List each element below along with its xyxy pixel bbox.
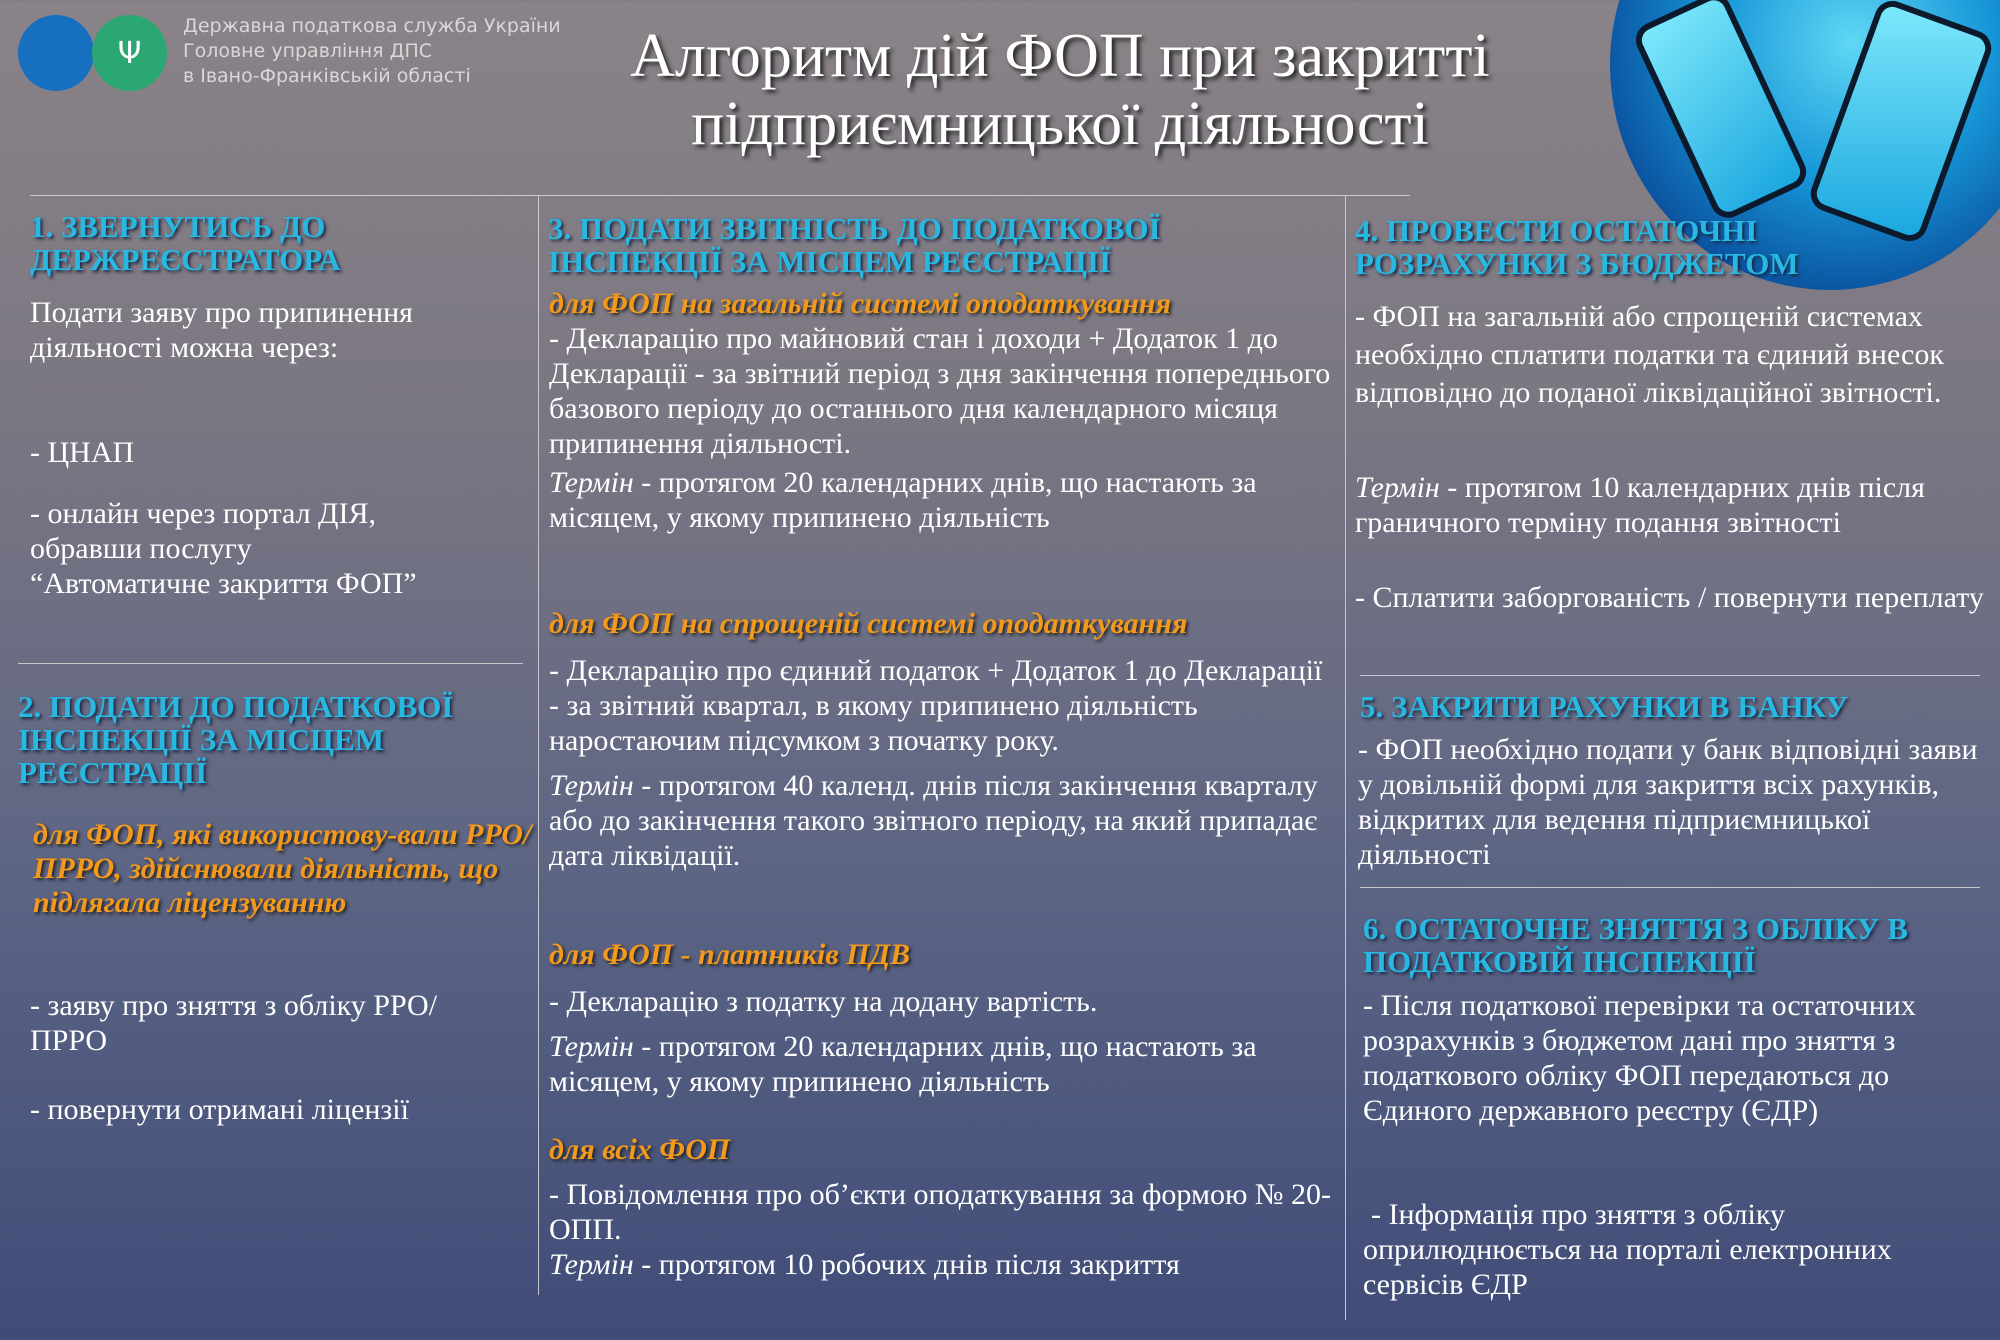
- step2-heading: 2. ПОДАТИ ДО ПОДАТКОВОЇ ІНСПЕКЦІЇ ЗА МІСЦЕМ РЕЄСТРАЦІЇ: [18, 689, 454, 790]
- term-label: Термін: [549, 1248, 634, 1281]
- dps-logo-green: [92, 15, 167, 91]
- step5-heading: 5. ЗАКРИТИ РАХУНКИ В БАНКУ: [1360, 689, 1849, 724]
- block-term: [549, 768, 1339, 873]
- step4-term: [1355, 470, 1985, 540]
- term-label: Термін: [1355, 471, 1440, 504]
- step2-item: - повернути отримані ліцензії: [30, 1093, 409, 1126]
- term-text: - протягом 40 календ. днів після закінчення кварталу або до закінчення такого звітного періоду, на який припадає дата ліквідації.: [549, 769, 1318, 872]
- block-subheading: для ФОП - платників ПДВ: [549, 938, 911, 971]
- step3-block: [549, 287, 1339, 535]
- org-line: Державна податкова служба України: [183, 15, 561, 37]
- divider: [1360, 887, 1980, 888]
- step3-block: [549, 938, 1339, 1099]
- divider: [18, 663, 523, 664]
- phone-right: [1806, 0, 1997, 246]
- step6-heading: 6. ОСТАТОЧНЕ ЗНЯТТЯ З ОБЛІКУ В ПОДАТКОВІЙ ІНСПЕКЦІЇ: [1363, 911, 1908, 979]
- block-term: [549, 465, 1339, 535]
- term-text: - протягом 10 календарних днів після граничного терміну подання звітності: [1355, 471, 1925, 539]
- divider: [1345, 195, 1346, 1320]
- org-line: в Івано-Франківській області: [183, 65, 471, 87]
- phone-left: [1630, 0, 1812, 224]
- term-label: Термін: [549, 1030, 634, 1063]
- block-term: [549, 1247, 1339, 1282]
- term-label: Термін: [549, 466, 634, 499]
- step4-heading: 4. ПРОВЕСТИ ОСТАТОЧНІ РОЗРАХУНКИ З БЮДЖЕТОМ: [1355, 213, 1799, 281]
- divider: [30, 195, 1410, 196]
- step6-body: - Інформація про зняття з обліку оприлюднюється на порталі електронних сервісів ЄДР: [1363, 1198, 1892, 1301]
- title-line: підприємницької діяльності: [691, 90, 1429, 158]
- block-body: - Декларацію про майновий стан і доходи + Додаток 1 до Декларації - за звітний період з дня закінчення попереднього базового періоду до останнього дня календарного місяця припинення діяльності.: [549, 322, 1331, 460]
- step1-item: - онлайн через портал ДІЯ, обравши послугу “Автоматичне закриття ФОП”: [30, 497, 417, 600]
- divider: [538, 195, 539, 1295]
- block-term: [549, 1029, 1339, 1099]
- block-body: - Декларацію з податку на додану вартість.: [549, 985, 1098, 1018]
- term-text: - протягом 20 календарних днів, що настають за місяцем, у якому припинено діяльність: [549, 1030, 1257, 1098]
- step2-subheading: для ФОП, які використову-вали РРО/ПРРО, здійснювали діяльність, що підлягала ліцензуванню: [33, 818, 532, 919]
- step4-item: - Сплатити заборгованість / повернути переплату: [1355, 581, 1984, 614]
- step1-body: Подати заяву про припинення діяльності можна через:: [30, 296, 413, 364]
- step6-body: - Після податкової перевірки та остаточних розрахунків з бюджетом дані про зняття з податкового обліку ФОП передаються до Єдиного державного реєстру (ЄДР): [1363, 989, 1916, 1127]
- dps-logo-blue: [18, 15, 94, 91]
- block-body: - Декларацію про єдиний податок + Додаток 1 до Декларації - за звітний квартал, в якому припинено діяльність наростаючим підсумком з початку року.: [549, 654, 1323, 757]
- trident-icon: Ψ: [117, 35, 142, 71]
- step5-body: - ФОП необхідно подати у банк відповідні заяви у довільній формі для закриття всіх рахунків, відкритих для ведення підприємницької діяльності: [1358, 733, 1978, 871]
- step1-heading: 1. ЗВЕРНУТИСЬ ДО ДЕРЖРЕЄСТРАТОРА: [30, 209, 341, 277]
- term-label: Термін: [549, 769, 634, 802]
- step3-block: [549, 1133, 1339, 1282]
- step3-heading: 3. ПОДАТИ ЗВІТНІСТЬ ДО ПОДАТКОВОЇ ІНСПЕКЦІЇ ЗА МІСЦЕМ РЕЄСТРАЦІЇ: [548, 211, 1161, 279]
- block-subheading: для ФОП на загальній системі оподаткування: [549, 287, 1172, 320]
- term-text: - протягом 10 робочих днів після закриття: [633, 1248, 1180, 1281]
- term-text: - протягом 20 календарних днів, що настають за місяцем, у якому припинено діяльність: [549, 466, 1257, 534]
- block-subheading: для всіх ФОП: [549, 1133, 731, 1166]
- block-body: - Повідомлення про об’єкти оподаткування за формою № 20-ОПП.: [549, 1178, 1331, 1246]
- page-title: [470, 22, 1650, 158]
- divider: [1360, 675, 1980, 676]
- step3-block: [549, 607, 1339, 873]
- step2-item: - заяву про зняття з обліку РРО/ПРРО: [30, 989, 438, 1057]
- step4-body: - ФОП на загальній або спрощеній системах необхідно сплатити податки та єдиний внесок відповідно до поданої ліквідаційної звітності.: [1355, 300, 1944, 409]
- step1-item: - ЦНАП: [30, 436, 135, 469]
- title-line: Алгоритм дій ФОП при закритті: [630, 22, 1490, 90]
- block-subheading: для ФОП на спрощеній системі оподаткування: [549, 607, 1188, 640]
- org-line: Головне управління ДПС: [183, 40, 433, 62]
